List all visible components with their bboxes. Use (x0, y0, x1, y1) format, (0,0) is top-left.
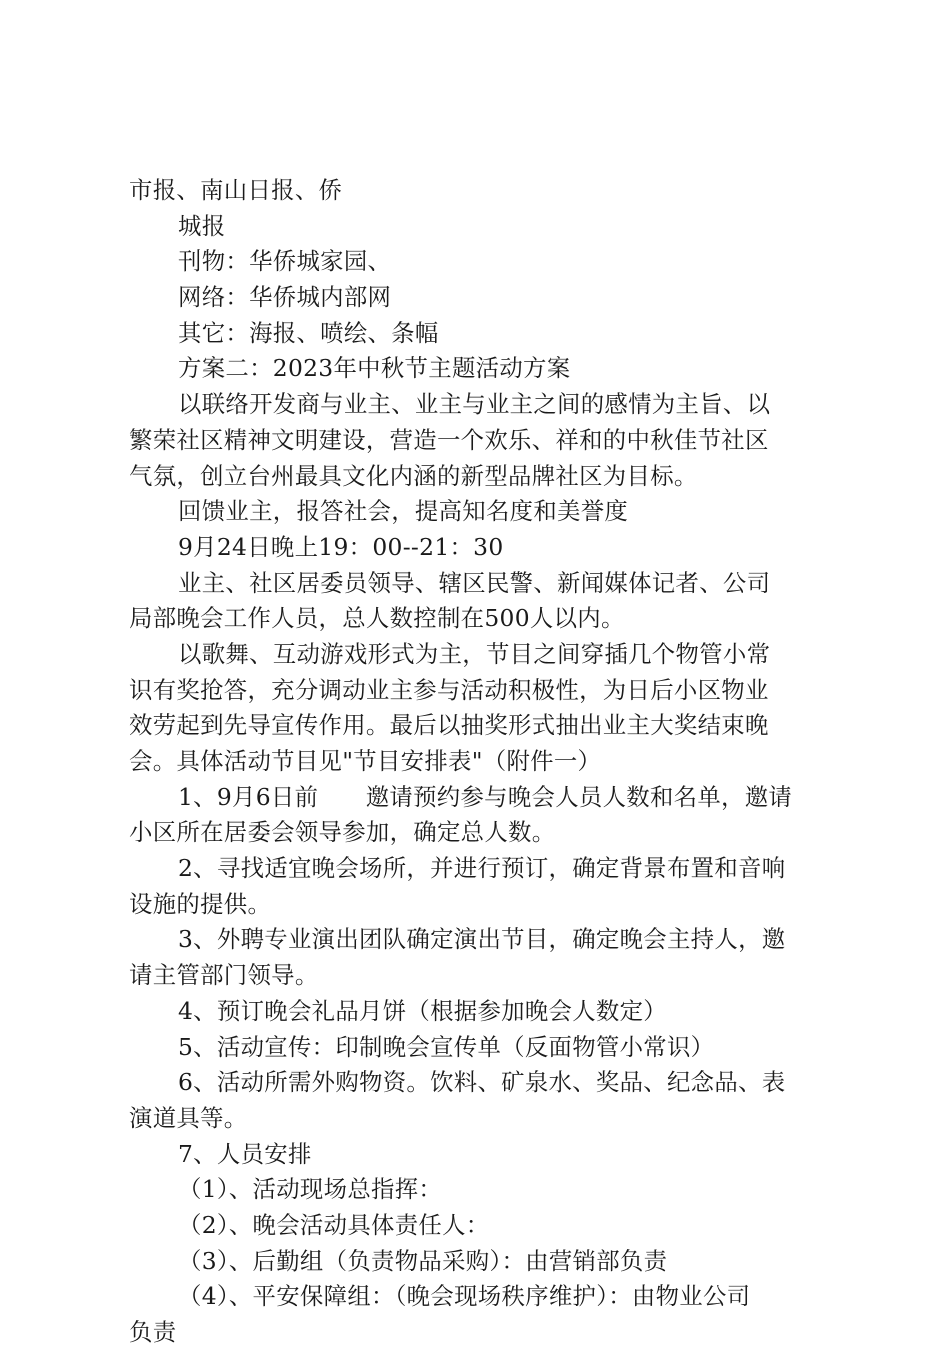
text-line: （3）、后勤组（负责物品采购）：由营销部负责 (178, 1246, 668, 1275)
text-line: 设施的提供。 (129, 889, 272, 918)
text-line: 4、预订晚会礼品月饼（根据参加晚会人数定） (178, 996, 667, 1025)
text-line: 请主管部门领导。 (129, 961, 319, 990)
text-line: （2）、晚会活动具体责任人： (178, 1210, 490, 1239)
text-line: 刊物：华侨城家园、 (178, 247, 392, 276)
text-line: 小区所在居委会领导参加，确定总人数。 (129, 818, 556, 847)
text-line: 负责 (129, 1318, 177, 1346)
text-line: 其它：海报、喷绘、条幅 (178, 318, 439, 347)
text-line: （1）、活动现场总指挥： (178, 1175, 443, 1204)
text-line: 1、9月6日前 邀请预约参与晚会人员人数和名单，邀请 (178, 782, 793, 811)
text-line: 演道具等。 (129, 1103, 248, 1132)
text-line: 2、寻找适宜晚会场所，并进行预订，确定背景布置和音响 (178, 854, 786, 883)
text-line: 9月24日晚上19：00--21：30 (178, 532, 504, 561)
text-line: 以歌舞、互动游戏形式为主，节目之间穿插几个物管小常 (178, 639, 771, 668)
text-line: 回馈业主，报答社会，提高知名度和美誉度 (178, 497, 629, 526)
text-line: 气氛，创立台州最具文化内涵的新型品牌社区为目标。 (129, 461, 698, 490)
text-line: 效劳起到先导宣传作用。最后以抽奖形式抽出业主大奖结束晚 (129, 711, 769, 740)
text-line: 会。具体活动节目见"节目安排表"（附件一） (129, 747, 602, 775)
section-heading: 方案二：2023年中秋节主题活动方案 (178, 354, 571, 383)
text-line: 7、人员安排 (178, 1139, 312, 1168)
text-line: 局部晚会工作人员，总人数控制在500人以内。 (129, 604, 625, 633)
text-line: 业主、社区居委员领导、辖区民警、新闻媒体记者、公司 (178, 568, 771, 597)
text-line: 以联络开发商与业主、业主与业主之间的感情为主旨、以 (178, 390, 771, 419)
text-line: 5、活动宣传：印制晚会宣传单（反面物管小常识） (178, 1032, 715, 1061)
text-line: 3、外聘专业演出团队确定演出节目，确定晚会主持人，邀 (178, 925, 786, 954)
text-line: （4）、平安保障组：（晚会现场秩序维护）：由物业公司 (178, 1282, 751, 1311)
document-body (129, 173, 829, 1351)
text-line: 6、活动所需外购物资。饮料、矿泉水、奖品、纪念品、表 (178, 1068, 786, 1097)
text-line: 市报、南山日报、侨 (129, 176, 343, 204)
text-line: 网络：华侨城内部网 (178, 283, 392, 312)
text-line: 识有奖抢答，充分调动业主参与活动积极性，为日后小区物业 (129, 675, 769, 704)
text-line: 繁荣社区精神文明建设，营造一个欢乐、祥和的中秋佳节社区 (129, 425, 769, 454)
text-line: 城报 (178, 211, 226, 240)
